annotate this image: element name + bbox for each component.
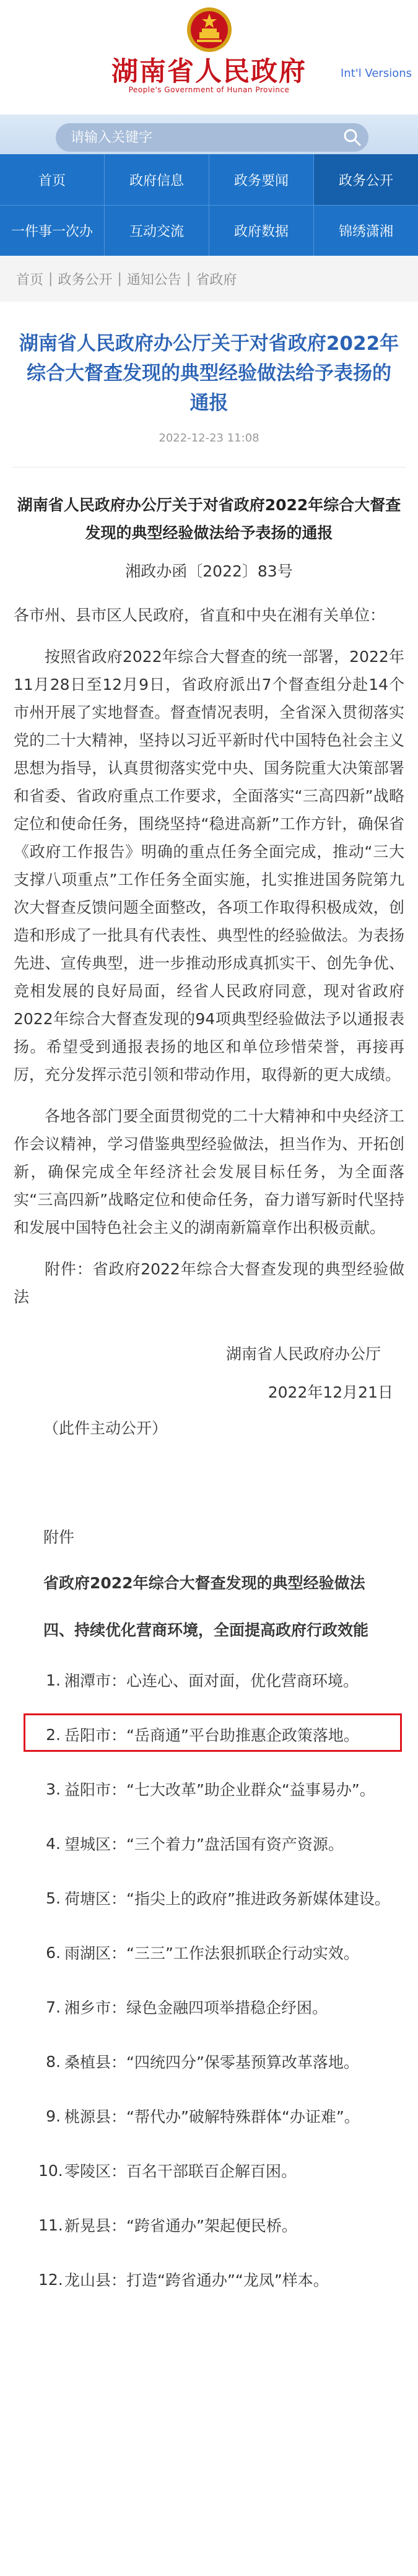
- public-note: （此件主动公开）: [43, 1419, 168, 1437]
- article-date: 2022-12-23 11:08: [159, 432, 259, 445]
- paragraph-2: 各地各部门要全面贯彻党的二十大精神和中央经济工作会议精神，学习借鉴典型经验做法，担当作为、开拓创新，确保完成全年经济社会发展目标任务，为全面落实“三高四新”战略定位和使命任务，奋力谱写新时代坚持和发展中国特色社会主义的湖南新篇章作出积极贡献。: [14, 1107, 404, 1237]
- item-text: 桃源县：“帮代办”破解特殊群体“办证难”。: [64, 2108, 360, 2126]
- site-subtitle: People's Government of Hunan Province: [128, 85, 290, 94]
- search-bar: [0, 115, 418, 154]
- list-item: [0, 2143, 418, 2198]
- nav-item-one-stop[interactable]: 一件事一次办: [0, 206, 105, 256]
- breadcrumb-separator: |: [186, 271, 191, 287]
- list-item: [0, 2252, 418, 2307]
- section-heading: 四、持续优化营商环境，全面提高政府行政效能: [43, 1621, 369, 1639]
- nav-item-news[interactable]: 政务要闻: [209, 154, 314, 205]
- international-versions-link[interactable]: Int'l Versions: [340, 67, 412, 80]
- item-text: 望城区：“三个着力”盘活国有资产资源。: [64, 1835, 344, 1853]
- item-number: 7.: [46, 1998, 61, 2016]
- item-text: 岳阳市：“岳商通”平台助推惠企政策落地。: [64, 1726, 359, 1744]
- nav-item-interaction[interactable]: 互动交流: [105, 206, 209, 256]
- item-number: 11.: [38, 2216, 63, 2234]
- nav-row-2: [0, 205, 418, 256]
- salutation: 各市州、县市区人民政府，省直和中央在湘有关单位：: [14, 606, 386, 624]
- annex-label: 附件: [43, 1528, 75, 1546]
- site-title: 湖南省人民政府: [111, 56, 307, 87]
- item-number: 1.: [46, 1671, 61, 1689]
- nav-item-gov-data[interactable]: 政府数据: [209, 206, 314, 256]
- item-text: 新晃县：“跨省通办”架起便民桥。: [64, 2217, 297, 2235]
- divider: [12, 467, 406, 468]
- site-header: [0, 0, 418, 115]
- sign-date: 2022年12月21日: [268, 1383, 393, 1401]
- nav-item-scenery[interactable]: 锦绣潇湘: [338, 224, 393, 240]
- breadcrumb-notices[interactable]: 通知公告: [126, 272, 181, 288]
- list-item: [0, 2089, 418, 2143]
- experience-list: [0, 1653, 418, 2307]
- item-number: 2.: [46, 1725, 61, 1744]
- item-number: 10.: [38, 2161, 63, 2180]
- nav-item-home[interactable]: 首页: [0, 154, 105, 205]
- item-text: 荷塘区：“指尖上的政府”推进政务新媒体建设。: [64, 1890, 390, 1908]
- item-number: 6.: [46, 1943, 61, 1962]
- breadcrumb-home[interactable]: 首页: [16, 272, 44, 288]
- list-item: [0, 1980, 418, 2034]
- nav-row-1: [0, 154, 418, 205]
- annex-title: 省政府2022年综合大督查发现的典型经验做法: [43, 1574, 365, 1592]
- signer: 湖南省人民政府办公厅: [225, 1345, 381, 1363]
- list-item: [0, 1653, 418, 1707]
- list-item: [0, 2198, 418, 2252]
- item-text: 雨湖区：“三三”工作法狠抓联企行动实效。: [64, 1944, 359, 1962]
- attachment-note: 附件：省政府2022年综合大督查发现的典型经验做法: [14, 1260, 404, 1306]
- breadcrumb-open-gov[interactable]: 政务公开: [58, 272, 113, 288]
- list-item: [0, 2034, 418, 2089]
- search-box: [56, 123, 368, 152]
- item-number: 4.: [46, 1834, 61, 1853]
- list-item-highlighted: [0, 1707, 418, 1762]
- breadcrumb: [0, 256, 418, 302]
- list-item: [0, 1816, 418, 1871]
- nav-item-open-gov[interactable]: 政务公开: [314, 154, 418, 205]
- search-icon[interactable]: [342, 128, 362, 147]
- item-text: 益阳市：“七大改革”助企业群众“益事易办”。: [64, 1781, 375, 1799]
- article-title: 湖南省人民政府办公厅关于对省政府2022年综合大督查发现的典型经验做法给予表扬的通报: [19, 333, 399, 414]
- item-number: 9.: [46, 2107, 61, 2125]
- list-item: [0, 1762, 418, 1816]
- item-text: 零陵区：百名干部联百企解百困。: [64, 2162, 297, 2180]
- item-number: 8.: [46, 2052, 61, 2071]
- breadcrumb-separator: |: [117, 271, 122, 287]
- item-number: 12.: [38, 2270, 63, 2289]
- list-item: [0, 1925, 418, 1980]
- list-item: [0, 1871, 418, 1925]
- item-text: 龙山县：打造“跨省通办”“龙凤”样本。: [64, 2271, 329, 2289]
- national-emblem-icon: [185, 5, 234, 54]
- search-input[interactable]: [69, 123, 292, 152]
- item-text: 湘乡市：绿色金融四项举措稳企纾困。: [64, 1999, 328, 2017]
- nav-item-gov-info[interactable]: 政府信息: [105, 154, 209, 205]
- paragraph-1: 按照省政府2022年综合大督查的统一部署，2022年11月28日至12月9日，省政府派出7个督查组分赴14个市州开展了实地督查。督查情况表明，全省深入贯彻落实党的二十大精神，坚持以习近平新时代中国特色社会主义思想为指导，认真贯彻落实党中央、国务院重大决策部署和省委、省政府重点工作要求，全面落实“三高四新”战略定位和使命任务，围绕坚持“稳进高新”工作方针，确保省《政府工作报告》明确的重点任务全面完成，推动“三大支撑八项重点”工作任务全面实施，扎实推进国务院第九次大督查反馈问题全面整改，各项工作取得积极成效，创造和形成了一批具有代表性、典型性的经验做法。为表扬先进、宣传典型，进一步推动形成真抓实干、创先争优、竞相发展的良好局面，经省人民政府同意，现对省政府2022年综合大督查发现的94项典型经验做法予以通报表扬。希望受到通报表扬的地区和单位珍惜荣誉，再接再厉，充分发挥示范引领和带动作用，取得新的更大成绩。: [14, 648, 404, 1084]
- item-number: 5.: [46, 1889, 61, 1907]
- breadcrumb-provincial-gov[interactable]: 省政府: [196, 272, 237, 288]
- item-number: 3.: [46, 1780, 61, 1798]
- document-title: 湖南省人民政府办公厅关于对省政府2022年综合大督查发现的典型经验做法给予表扬的通报: [17, 496, 401, 542]
- main-nav: [0, 154, 418, 256]
- document-number: 湘政办函〔2022〕83号: [125, 562, 293, 580]
- breadcrumb-separator: |: [48, 271, 53, 287]
- item-text: 桑植县：“四统四分”保零基预算改革落地。: [64, 2053, 359, 2071]
- item-text: 湘潭市：心连心、面对面，优化营商环境。: [64, 1672, 359, 1690]
